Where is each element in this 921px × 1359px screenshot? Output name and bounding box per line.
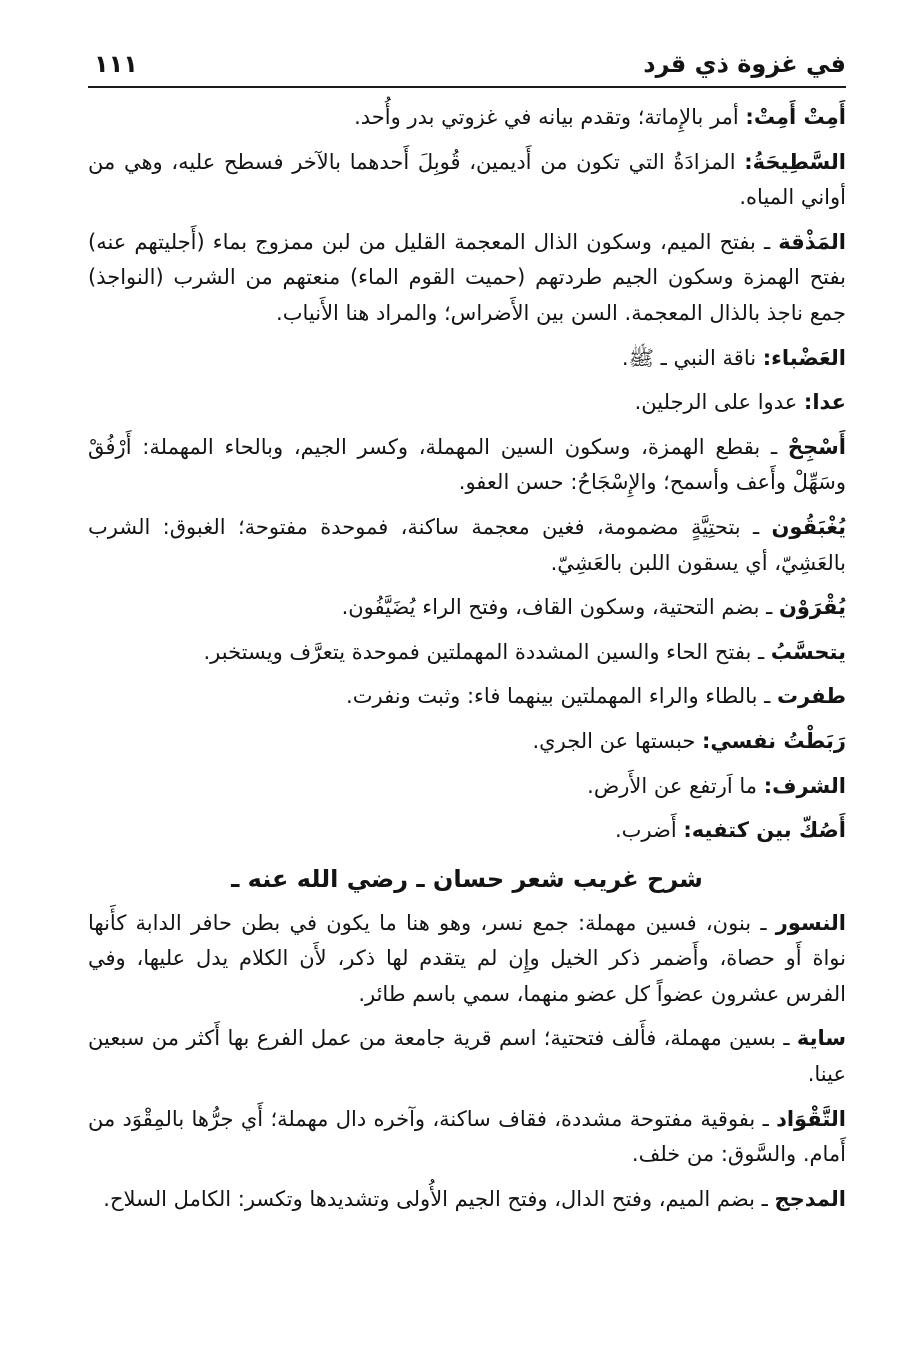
entry-text: حبستها عن الجري. bbox=[532, 728, 702, 753]
glossary-entry bbox=[88, 724, 846, 760]
glossary-entry bbox=[88, 100, 846, 136]
glossary-entry bbox=[88, 1102, 846, 1173]
glossary-entry bbox=[88, 341, 846, 377]
entry-text: أَضرب. bbox=[614, 818, 684, 843]
entry-term: السَّطِيحَةُ: bbox=[744, 149, 846, 174]
glossary-body bbox=[88, 100, 846, 1217]
entry-text: ناقة النبي ـ ﷺ. bbox=[621, 345, 763, 370]
entry-term: أَمِتْ أَمِتْ: bbox=[745, 105, 846, 129]
glossary-entry bbox=[88, 430, 846, 501]
entry-text: أمر بالإِماتة؛ وتقدم بيانه في غزوتي بدر وأُحد. bbox=[354, 105, 746, 129]
entry-text: ـ بقطع الهمزة، وسكون السين المهملة، وكسر الجيم، وبالحاء المهملة: أَرْفُقْ وسَهِّلْ وأَعف وأسمح؛ والإِسْجَاحُ: حسن العفو. bbox=[88, 434, 846, 495]
entry-text: ـ بفوقية مفتوحة مشددة، فقاف ساكنة، وآخره دال مهملة؛ أَي جرُّها بالمِقْوَد من أَمام. والسَّوق: من خلف. bbox=[88, 1106, 846, 1167]
entry-term: أَسْجِحْ bbox=[787, 434, 846, 459]
entry-term: ساية bbox=[796, 1026, 846, 1051]
entry-term: النسور bbox=[775, 910, 846, 935]
glossary-entry bbox=[88, 225, 846, 332]
entry-text: ما اَرتفع عن الأَرض. bbox=[587, 773, 764, 798]
entry-term: الشرف: bbox=[763, 773, 846, 798]
page-number: ١١١ bbox=[94, 50, 138, 78]
entry-term: المَذْقة bbox=[778, 229, 846, 254]
entry-text: ـ بضم الميم، وفتح الدال، وفتح الجيم الأُولى وتشديدها وتكسر: الكامل السلاح. bbox=[103, 1186, 775, 1211]
glossary-entry bbox=[88, 813, 846, 849]
glossary-entry bbox=[88, 385, 846, 421]
book-page bbox=[88, 40, 846, 1330]
glossary-entry bbox=[88, 906, 846, 1013]
entry-term: يُقْرَوْن bbox=[778, 595, 846, 620]
glossary-entry bbox=[88, 1182, 846, 1218]
running-title: في غزوة ذي قرد bbox=[643, 50, 846, 78]
entry-text: ـ بضم التحتية، وسكون القاف، وفتح الراء يُضَيَّفُون. bbox=[341, 595, 779, 620]
entry-text: عدوا على الرجلين. bbox=[634, 390, 804, 415]
entry-term: رَبَطْتُ نفسي: bbox=[702, 728, 846, 753]
glossary-entry bbox=[88, 590, 846, 626]
entry-text: ـ بالطاء والراء المهملتين بينهما فاء: وثبت ونفرت. bbox=[346, 684, 777, 709]
entry-text: ـ بتحتِيَّةٍ مضمومة، فغين معجمة ساكنة، فموحدة مفتوحة؛ الغبوق: الشرب بالعَشِيّ، أي يسقون اللبن بالعَشِيّ. bbox=[88, 514, 846, 575]
entry-text: ـ بسين مهملة، فأَلف فتحتية؛ اسم قرية جامعة من عمل الفرع بها أَكثر من سبعين عينا. bbox=[88, 1026, 846, 1087]
entry-text: ـ بنون، فسين مهملة: جمع نسر، وهو هنا ما يكون في بطن حافر الدابة كأَنها نواة أَو حصاة، وأَضمر ذكر الخيل وإِن لم يتقدم لها ذكر، لأَن الكلام يدل عليها، وفي الفرس عشرون عضواً كل عضو منهما، سمي باسم طائر. bbox=[88, 910, 846, 1006]
glossary-entry bbox=[88, 679, 846, 715]
entry-text: ـ بفتح الحاء والسين المشددة المهملتين فموحدة يتعرَّف ويستخبر. bbox=[203, 639, 771, 664]
glossary-entry bbox=[88, 769, 846, 805]
running-header bbox=[88, 40, 846, 88]
entry-term: العَضْباء: bbox=[762, 345, 846, 370]
entry-text: ـ بفتح الميم، وسكون الذال المعجمة القليل من لبن ممزوج بماء (أَجليتهم عنه) بفتح الهمزة وسكون الجيم طردتهم (حميت القوم الماء) منعتهم من الشرب (النواجذ) جمع ناجذ بالذال المعجمة. السن بين الأَضراس؛ والمراد هنا الأَنياب. bbox=[88, 229, 846, 325]
glossary-entry bbox=[88, 1021, 846, 1092]
entry-text: المزادَةُ التي تكون من أَديمين، قُوبِلَ أَحدهما بالآخر فسطح عليه، وهي من أواني المياه. bbox=[88, 149, 846, 210]
entry-term: يُغْبَقُون bbox=[771, 514, 846, 539]
glossary-entry bbox=[88, 145, 846, 216]
entry-term: التَّقْوَاد bbox=[776, 1106, 846, 1131]
entry-term: عدا: bbox=[803, 390, 846, 415]
glossary-entry bbox=[88, 635, 846, 671]
entry-term: يتحسَّبُ bbox=[770, 639, 846, 664]
entry-term: أَصُكّ بين كتفيه: bbox=[683, 818, 846, 843]
entry-term: طفرت bbox=[776, 684, 846, 709]
entry-term: المدجج bbox=[774, 1186, 846, 1211]
glossary-entry bbox=[88, 510, 846, 581]
section-heading: شرح غريب شعر حسان ـ رضي الله عنه ـ bbox=[231, 864, 703, 893]
